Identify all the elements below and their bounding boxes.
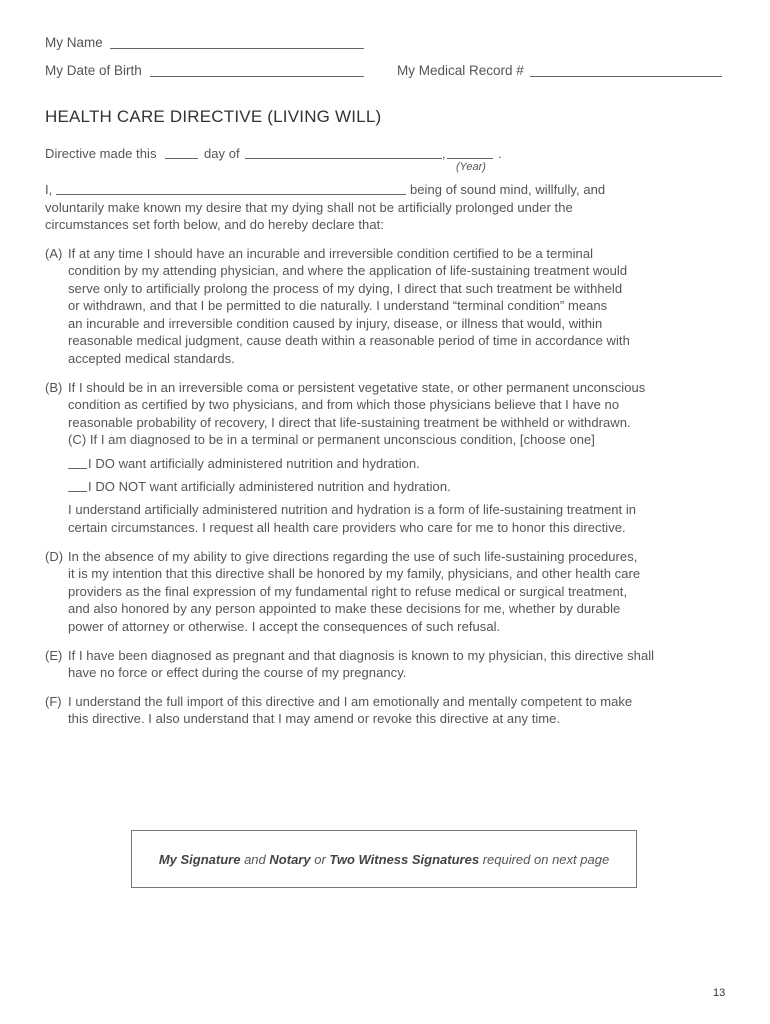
nutrition-do-label: I DO want artificially administered nutrition and hydration. [88,456,420,471]
medical-record-label: My Medical Record # [397,63,524,78]
nutrition-do-not-checkbox[interactable] [68,491,87,492]
section-a-line: an incurable and irreversible condition caused by injury, disease, or illness that would, within [68,316,603,331]
notice-and: and [244,851,266,867]
notice-rest: required on next page [482,851,610,867]
name-label: My Name [45,35,103,50]
section-f-line: this directive. I also understand that I may amend or revoke this directive at any time. [68,711,561,726]
notice-notary: Notary [269,851,311,867]
section-b-line: reasonable probability of recovery, I direct that life-sustaining treatment be withheld or withdrawn. [68,415,631,430]
notice-two-witness: Two Witness Signatures [329,851,480,867]
section-d-line: In the absence of my ability to give directions regarding the use of such life-sustaining procedures, [68,549,638,564]
section-a-line: accepted medical standards. [68,351,235,366]
notice-my-signature: My Signature [158,851,241,867]
section-a-mark: (A) [45,246,63,261]
section-d-mark: (D) [45,549,64,564]
section-d-line: power of attorney or otherwise. I accept the consequences of such refusal. [68,619,501,634]
intro-line-1: being of sound mind, willfully, and [410,182,606,197]
section-b-line: If I should be in an irreversible coma or persistent vegetative state, or other permanent unconscious [68,380,646,395]
signature-notice-box [131,830,637,888]
nutrition-do-not-label: I DO NOT want artificially administered nutrition and hydration. [88,479,451,494]
intro-i-label: I, [45,182,53,197]
period-mark: . [498,146,502,161]
dob-field[interactable] [150,76,364,77]
declarant-name-field[interactable] [56,194,406,195]
year-label: (Year) [456,161,486,173]
section-f-line: I understand the full import of this directive and I am emotionally and mentally competent to make [68,694,633,709]
section-e-line: If I have been diagnosed as pregnant and that diagnosis is known to my physician, this directive shall [68,648,655,663]
directive-month-field[interactable] [245,158,442,159]
notice-or: or [314,851,326,867]
page-number: 13 [713,987,726,999]
section-a-line: reasonable medical judgment, cause death within a reasonable period of time in accordance with [68,333,630,348]
section-a-line: condition by my attending physician, and where the application of life-sustaining treatment would [68,263,628,278]
intro-line-2: voluntarily make known my desire that my dying shall not be artificially prolonged under the [45,200,573,215]
section-b-line: condition as certified by two physicians, and from which those physicians believe that I have no [68,397,620,412]
section-f-mark: (F) [45,694,62,709]
nutrition-do-checkbox[interactable] [68,468,87,469]
section-c-line: (C) If I am diagnosed to be in a terminal or permanent unconscious condition, [choose one] [68,432,595,447]
section-d-line: it is my intention that this directive shall be honored by my family, physicians, and other health care [68,566,641,581]
day-of-label: day of [204,146,240,161]
directive-made-label: Directive made this [45,146,157,161]
section-e-mark: (E) [45,648,63,663]
dob-label: My Date of Birth [45,63,142,78]
name-field[interactable] [110,48,364,49]
section-a-line: or withdrawn, and that I be permitted to die naturally. I understand “terminal condition” means [68,298,608,313]
intro-line-3: circumstances set forth below, and do hereby declare that: [45,217,384,232]
directive-year-field[interactable] [447,158,493,159]
section-d-line: providers as the final expression of my fundamental right to refuse medical or surgical treatment, [68,584,628,599]
medical-record-field[interactable] [530,76,722,77]
comma-separator: , [442,146,446,161]
section-b-mark: (B) [45,380,63,395]
section-e-line: have no force or effect during the course of my pregnancy. [68,665,407,680]
directive-day-field[interactable] [165,158,198,159]
section-a-line: serve only to artificially prolong the process of my dying, I direct that such treatment be withheld [68,281,623,296]
page-title: HEALTH CARE DIRECTIVE (LIVING WILL) [45,107,382,126]
section-a-line: If at any time I should have an incurable and irreversible condition certified to be a terminal [68,246,594,261]
section-c-note: certain circumstances. I request all health care providers who care for me to honor this directive. [68,520,626,535]
section-d-line: and also honored by any person appointed to make these decisions for me, whether by durable [68,601,621,616]
section-c-note: I understand artificially administered nutrition and hydration is a form of life-sustaining treatment in [68,502,637,517]
